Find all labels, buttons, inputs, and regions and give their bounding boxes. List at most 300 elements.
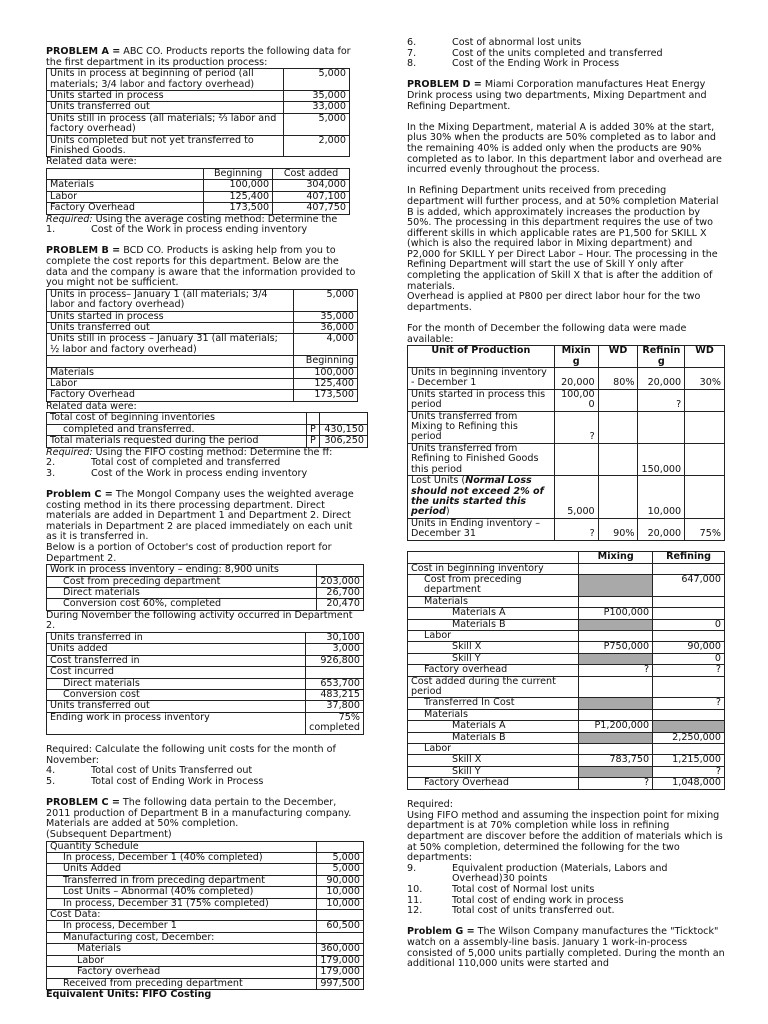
row-label: Materials bbox=[47, 944, 317, 955]
table-row bbox=[47, 853, 364, 864]
column-header: Unit of Production bbox=[408, 346, 555, 368]
row-value: 20,470 bbox=[317, 599, 364, 610]
row-label: Transferred In Cost bbox=[408, 698, 579, 709]
row-value bbox=[598, 443, 638, 475]
list-item bbox=[407, 864, 725, 885]
item-number: 12. bbox=[407, 905, 423, 917]
row-label: Units still in process (all materials; ⅔ labor and factory overhead) bbox=[47, 113, 284, 135]
row-value: 5,000 bbox=[317, 853, 364, 864]
problem-a-intro: PROBLEM A = ABC CO. Products reports the following data for the first department in its production process: bbox=[46, 46, 351, 68]
table-row bbox=[408, 476, 725, 519]
mixing-value bbox=[579, 732, 653, 743]
problem-b-items bbox=[46, 458, 358, 479]
row-currency bbox=[307, 413, 320, 424]
row-label: Labor bbox=[47, 379, 294, 390]
table-row bbox=[47, 334, 358, 356]
row-value: 90,000 bbox=[317, 875, 364, 886]
problem-c1-activity-table bbox=[46, 632, 364, 735]
column-header: Beginning bbox=[294, 356, 358, 367]
mixing-value: P100,000 bbox=[579, 608, 653, 619]
item-number: 1. bbox=[46, 224, 56, 236]
row-value: 100,000 bbox=[294, 367, 358, 378]
row-value: 20,000 bbox=[638, 518, 685, 540]
list-item bbox=[407, 38, 725, 49]
table-row bbox=[47, 898, 364, 909]
row-label: Factory Overhead bbox=[47, 203, 204, 214]
row-label: Labor bbox=[47, 955, 317, 966]
row-label: Materials B bbox=[408, 619, 579, 630]
row-label: Units transferred in bbox=[47, 633, 306, 644]
row-label: Materials A bbox=[408, 721, 579, 732]
mixing-value bbox=[579, 596, 653, 607]
table-row bbox=[47, 69, 350, 91]
problem-c1-required: Required: Calculate the following unit costs for the month of November: bbox=[46, 744, 336, 766]
row-value: 926,800 bbox=[306, 655, 364, 666]
row-value: 10,000 bbox=[638, 476, 685, 519]
left-column bbox=[46, 46, 364, 1001]
mixing-value bbox=[579, 630, 653, 641]
row-label: completed and transferred. bbox=[47, 424, 307, 435]
item-number: 3. bbox=[46, 467, 56, 479]
table-row bbox=[408, 411, 725, 443]
row-label: Lost Units – Abnormal (40% completed) bbox=[47, 887, 317, 898]
row-label bbox=[408, 476, 555, 519]
table-row bbox=[47, 356, 358, 367]
table-row bbox=[408, 698, 725, 709]
row-label: Work in process inventory – ending: 8,900 units bbox=[47, 565, 317, 576]
row-label: Skill Y bbox=[408, 766, 579, 777]
row-value bbox=[320, 413, 368, 424]
refining-value: 1,048,000 bbox=[653, 778, 725, 789]
row-label: Units Added bbox=[47, 864, 317, 875]
table-row bbox=[408, 721, 725, 732]
table-row bbox=[47, 921, 364, 932]
row-label: Materials bbox=[408, 709, 579, 720]
list-item bbox=[407, 906, 725, 917]
mixing-value bbox=[579, 563, 653, 574]
row-label: Materials bbox=[408, 596, 579, 607]
mixing-value: 783,750 bbox=[579, 755, 653, 766]
table-row bbox=[47, 113, 350, 135]
row-label: Units transferred out bbox=[47, 701, 306, 712]
table-row bbox=[408, 630, 725, 641]
table-row bbox=[47, 436, 368, 447]
problem-c1-text2: Below is a portion of October's cost of production report for Department 2. bbox=[46, 542, 332, 564]
column-header: Refinin g bbox=[638, 346, 685, 368]
row-label: Direct materials bbox=[47, 678, 306, 689]
table-row bbox=[47, 289, 358, 311]
row-value: 430,150 bbox=[320, 424, 368, 435]
list-item bbox=[407, 59, 725, 70]
item-text: Total cost of completed and transferred bbox=[91, 457, 281, 469]
item-number: 11. bbox=[407, 894, 423, 906]
column-header: Cost added bbox=[273, 169, 350, 180]
refining-value bbox=[653, 676, 725, 698]
row-value: 20,000 bbox=[554, 368, 598, 390]
table-row bbox=[47, 91, 350, 102]
row-label: Skill Y bbox=[408, 653, 579, 664]
table-row bbox=[47, 323, 358, 334]
row-value: 173,500 bbox=[294, 390, 358, 401]
column-header: Beginning bbox=[204, 169, 273, 180]
right-top-items bbox=[407, 38, 725, 70]
row-value: 35,000 bbox=[294, 311, 358, 322]
column-header bbox=[47, 169, 204, 180]
table-row bbox=[408, 619, 725, 630]
row-label: Cost Data: bbox=[47, 910, 317, 921]
mixing-value bbox=[579, 698, 653, 709]
table-row bbox=[47, 644, 364, 655]
table-row bbox=[408, 676, 725, 698]
table-row bbox=[47, 413, 368, 424]
row-value: 90% bbox=[598, 518, 638, 540]
problem-c1-nov: During November the following activity occurred in Department 2. bbox=[46, 609, 353, 632]
row-label: Transferred in from preceding department bbox=[47, 875, 317, 886]
problem-c1-items bbox=[46, 766, 358, 787]
row-label: Received from preceding department bbox=[47, 978, 317, 989]
problem-a-required: Required: Using the average costing method: Determine the bbox=[46, 213, 338, 225]
problem-a-items bbox=[46, 225, 358, 236]
row-value: 100,00 0 bbox=[554, 389, 598, 411]
item-text: Total cost of ending work in process bbox=[452, 894, 624, 906]
row-label: In process, December 1 (40% completed) bbox=[47, 853, 317, 864]
refining-value bbox=[653, 563, 725, 574]
column-header: Refining bbox=[653, 552, 725, 563]
row-value: 20,000 bbox=[638, 368, 685, 390]
refining-value: ? bbox=[653, 665, 725, 676]
column-header: WD bbox=[685, 346, 725, 368]
row-label: Units in beginning inventory - December 1 bbox=[408, 368, 555, 390]
table-row bbox=[47, 390, 358, 401]
row-value bbox=[685, 476, 725, 519]
row-label: Factory Overhead bbox=[408, 778, 579, 789]
row-label: Cost from preceding department bbox=[408, 574, 579, 596]
row-label: Cost incurred bbox=[47, 667, 306, 678]
refining-value: 2,250,000 bbox=[653, 732, 725, 743]
row-label: Cost in beginning inventory bbox=[408, 563, 579, 574]
row-value bbox=[685, 389, 725, 411]
lost-units-label: Lost Units ( bbox=[411, 475, 466, 487]
table-row bbox=[47, 932, 364, 943]
row-value: 360,000 bbox=[317, 944, 364, 955]
item-number: 2. bbox=[46, 457, 56, 469]
table-row bbox=[47, 102, 350, 113]
table-row bbox=[47, 633, 364, 644]
row-label: Factory Overhead bbox=[47, 390, 294, 401]
item-number: 10. bbox=[407, 884, 423, 895]
row-value bbox=[317, 932, 364, 943]
row-label: Units started in process this period bbox=[408, 389, 555, 411]
row-label: Manufacturing cost, December: bbox=[47, 932, 317, 943]
mixing-value bbox=[579, 766, 653, 777]
row-label: Factory overhead bbox=[408, 665, 579, 676]
table-row bbox=[47, 135, 350, 157]
row-label: Labor bbox=[47, 191, 204, 202]
mixing-value bbox=[579, 653, 653, 664]
row-value: 173,500 bbox=[204, 203, 273, 214]
problem-c1-intro: Problem C = The Mongol Company uses the weighted average costing method in its there processing department. Direct materials are added in Department 1 and Department 2. Direct materials in Department 2 are placed immediately on each unit as it is transferred in. bbox=[46, 489, 354, 543]
problem-d-p3: In Refining Department units received from preceding department will further process, and at 50% completion Material B is added, which approximately increases the production by 50%. The processing in this department requires the use of two different skills in which applicable rates are P1,500 for SKILL X (which is also the required labor in Mixing department) and P2,000 for SKILL Y per Direct Labor – Hour. The processing in the Refining Department will start the use of Skill Y only after completing the application of Skill X that is after the addition of materials. bbox=[407, 185, 719, 292]
problem-b-required: Required: Using the FIFO costing method: Determine the ff: bbox=[46, 446, 333, 458]
row-value bbox=[554, 443, 598, 475]
table-row bbox=[408, 642, 725, 653]
table-row bbox=[47, 424, 368, 435]
row-value: 5,000 bbox=[294, 289, 358, 311]
table-row bbox=[47, 576, 364, 587]
list-item bbox=[46, 777, 358, 788]
row-value bbox=[685, 443, 725, 475]
table-row bbox=[408, 596, 725, 607]
row-value: ? bbox=[554, 411, 598, 443]
row-label: Units started in process bbox=[47, 91, 284, 102]
item-text: Cost of abnormal lost units bbox=[452, 37, 582, 48]
normal-loss-note: Normal Loss should not exceed 2% of the units started this period bbox=[411, 475, 544, 518]
row-value: 26,700 bbox=[317, 588, 364, 599]
row-value: 483,215 bbox=[306, 690, 364, 701]
item-text: Cost of the Work in process ending inventory bbox=[91, 467, 308, 479]
row-label: Units transferred out bbox=[47, 102, 284, 113]
table-row bbox=[408, 368, 725, 390]
row-label: Ending work in process inventory bbox=[47, 712, 306, 734]
table-row bbox=[47, 875, 364, 886]
row-value: 37,800 bbox=[306, 701, 364, 712]
row-value: 75% completed bbox=[306, 712, 364, 734]
row-value: 3,000 bbox=[306, 644, 364, 655]
table-row bbox=[47, 967, 364, 978]
refining-value bbox=[653, 709, 725, 720]
problem-c2-intro: PROBLEM C = The following data pertain to the December, 2011 production of Department B in a manufacturing company. Materials are added at 50% completion. bbox=[46, 797, 352, 830]
table-row bbox=[47, 955, 364, 966]
row-value: 35,000 bbox=[284, 91, 350, 102]
mixing-value: P1,200,000 bbox=[579, 721, 653, 732]
row-value: 150,000 bbox=[638, 443, 685, 475]
row-value: 997,500 bbox=[317, 978, 364, 989]
row-value: 5,000 bbox=[554, 476, 598, 519]
problem-d-required: Required: bbox=[407, 799, 453, 811]
table-row bbox=[47, 678, 364, 689]
problem-d-p4: Overhead is applied at P800 per direct labor hour for the two departments. bbox=[407, 291, 701, 313]
problem-b-units-table bbox=[46, 289, 358, 402]
row-label: Units transferred out bbox=[47, 323, 294, 334]
item-text: Equivalent production (Materials, Labors and Overhead)30 points bbox=[452, 862, 668, 885]
row-label: Units transferred from Refining to Finished Goods this period bbox=[408, 443, 555, 475]
problem-a-cost-table bbox=[46, 168, 350, 215]
column-header: Mixing bbox=[579, 552, 653, 563]
table-row bbox=[47, 379, 358, 390]
table-row bbox=[408, 709, 725, 720]
row-value: 33,000 bbox=[284, 102, 350, 113]
row-value bbox=[598, 389, 638, 411]
row-label: Cost transferred in bbox=[47, 655, 306, 666]
list-item bbox=[407, 885, 725, 896]
item-text: Cost of the units completed and transferred bbox=[452, 47, 663, 59]
row-value: 203,000 bbox=[317, 576, 364, 587]
table-row bbox=[47, 203, 350, 214]
item-number: 5. bbox=[46, 776, 56, 788]
row-value bbox=[306, 667, 364, 678]
table-row bbox=[47, 655, 364, 666]
item-number: 7. bbox=[407, 47, 417, 59]
row-value: 75% bbox=[685, 518, 725, 540]
problem-d-cost-table bbox=[407, 551, 725, 790]
item-text: Cost of the Work in process ending inventory bbox=[91, 224, 308, 236]
row-label: Factory overhead bbox=[47, 967, 317, 978]
row-value: 10,000 bbox=[317, 887, 364, 898]
problem-b-related: Related data were: bbox=[46, 400, 137, 412]
table-row bbox=[47, 588, 364, 599]
table-row bbox=[47, 599, 364, 610]
problem-d-p5: For the month of December the following data were made available: bbox=[407, 323, 687, 345]
table-row bbox=[47, 701, 364, 712]
right-column bbox=[407, 38, 725, 970]
refining-value: 0 bbox=[653, 653, 725, 664]
item-text: Cost of the Ending Work in Process bbox=[452, 58, 620, 70]
refining-value bbox=[653, 630, 725, 641]
row-label: Units transferred from Mixing to Refining this period bbox=[408, 411, 555, 443]
problem-a-units-table bbox=[46, 68, 350, 157]
problem-b-rel-table bbox=[46, 412, 368, 447]
row-label: Cost added during the current period bbox=[408, 676, 579, 698]
row-value bbox=[317, 841, 364, 852]
row-currency: P bbox=[307, 424, 320, 435]
row-value: 304,000 bbox=[273, 180, 350, 191]
problem-d-req2: Using FIFO method and assuming the inspection point for mixing department is at 70% completion while loss in refining department are discover before the addition of materials which is at 50% completion, determined the following for the two departments: bbox=[407, 809, 723, 864]
refining-value: 647,000 bbox=[653, 574, 725, 596]
item-text: Total cost of Ending Work in Process bbox=[91, 776, 264, 788]
refining-value bbox=[653, 596, 725, 607]
table-row bbox=[47, 565, 364, 576]
mixing-value bbox=[579, 619, 653, 630]
row-label: Skill X bbox=[408, 755, 579, 766]
list-item bbox=[46, 469, 358, 480]
refining-value: ? bbox=[653, 766, 725, 777]
row-value: 100,000 bbox=[204, 180, 273, 191]
table-row bbox=[47, 191, 350, 202]
refining-value bbox=[653, 744, 725, 755]
row-value: 60,500 bbox=[317, 921, 364, 932]
refining-value: 0 bbox=[653, 619, 725, 630]
row-label: Units completed but not yet transferred to Finished Goods. bbox=[47, 135, 284, 157]
row-value: 179,000 bbox=[317, 955, 364, 966]
problem-g-intro: Problem G = The Wilson Company manufactures the "Ticktock" watch on a assembly-line basis. January 1 work-in-process consisted of 5,000 units partially completed. During the month an additional 110,000 units were started and bbox=[407, 926, 725, 970]
row-value bbox=[598, 411, 638, 443]
table-row bbox=[408, 766, 725, 777]
row-label: Quantity Schedule bbox=[47, 841, 317, 852]
table-row bbox=[408, 608, 725, 619]
row-value: 5,000 bbox=[284, 69, 350, 91]
row-value bbox=[317, 565, 364, 576]
table-row bbox=[408, 744, 725, 755]
item-text: Total cost of Units Transferred out bbox=[91, 765, 253, 777]
row-value: 2,000 bbox=[284, 135, 350, 157]
row-value bbox=[638, 411, 685, 443]
row-currency: P bbox=[307, 436, 320, 447]
table-row bbox=[47, 712, 364, 734]
row-value: 179,000 bbox=[317, 967, 364, 978]
row-value bbox=[598, 476, 638, 519]
row-label: Conversion cost 60%, completed bbox=[47, 599, 317, 610]
mixing-value: P750,000 bbox=[579, 642, 653, 653]
row-label: Units in Ending inventory – December 31 bbox=[408, 518, 555, 540]
table-row bbox=[47, 910, 364, 921]
item-number: 9. bbox=[407, 862, 417, 874]
row-label: Conversion cost bbox=[47, 690, 306, 701]
refining-value bbox=[653, 721, 725, 732]
row-value: 30,100 bbox=[306, 633, 364, 644]
table-row bbox=[408, 389, 725, 411]
row-value: 5,000 bbox=[284, 113, 350, 135]
row-value: 407,100 bbox=[273, 191, 350, 202]
problem-c1-wip-table bbox=[46, 564, 364, 611]
row-value bbox=[685, 411, 725, 443]
item-number: 4. bbox=[46, 765, 56, 777]
column-header: Mixin g bbox=[554, 346, 598, 368]
row-value: 30% bbox=[685, 368, 725, 390]
mixing-value bbox=[579, 574, 653, 596]
row-label bbox=[47, 356, 294, 367]
row-label: Materials A bbox=[408, 608, 579, 619]
row-label: Materials bbox=[47, 367, 294, 378]
row-value: ? bbox=[554, 518, 598, 540]
row-label: Total cost of beginning inventories bbox=[47, 413, 307, 424]
mixing-value bbox=[579, 709, 653, 720]
row-label: Materials bbox=[47, 180, 204, 191]
refining-value: 90,000 bbox=[653, 642, 725, 653]
row-label: Direct materials bbox=[47, 588, 317, 599]
row-value: 306,250 bbox=[320, 436, 368, 447]
row-label: Total materials requested during the period bbox=[47, 436, 307, 447]
paren: ) bbox=[445, 506, 450, 518]
table-row bbox=[408, 755, 725, 766]
row-label: In process, December 31 (75% completed) bbox=[47, 898, 317, 909]
row-value: 407,750 bbox=[273, 203, 350, 214]
row-label: Skill X bbox=[408, 642, 579, 653]
item-text: Total cost of Normal lost units bbox=[452, 884, 595, 895]
problem-b-intro: PROBLEM B = BCD CO. Products is asking help from you to complete the cost reports for this department. Below are the data and the company is aware that the information provided to you might not be sufficient. bbox=[46, 245, 356, 289]
row-value: 653,700 bbox=[306, 678, 364, 689]
table-row bbox=[47, 311, 358, 322]
row-value: 125,400 bbox=[294, 379, 358, 390]
list-item bbox=[46, 225, 358, 236]
table-row bbox=[408, 563, 725, 574]
table-row bbox=[408, 778, 725, 789]
problem-c2-sub: (Subsequent Department) bbox=[46, 829, 172, 841]
row-value: 36,000 bbox=[294, 323, 358, 334]
row-value: 80% bbox=[598, 368, 638, 390]
row-label: Units added bbox=[47, 644, 306, 655]
table-row bbox=[47, 667, 364, 678]
row-label: Units in process at beginning of period (all materials; 3/4 labor and factory overhead) bbox=[47, 69, 284, 91]
table-row bbox=[47, 367, 358, 378]
item-number: 6. bbox=[407, 37, 417, 48]
row-label: Labor bbox=[408, 744, 579, 755]
column-header bbox=[408, 552, 579, 563]
column-header: WD bbox=[598, 346, 638, 368]
table-row bbox=[47, 864, 364, 875]
row-label: Units still in process – January 31 (all materials; ½ labor and factory overhead) bbox=[47, 334, 294, 356]
row-value: ? bbox=[638, 389, 685, 411]
row-label: Units in process– January 1 (all materials; 3/4 labor and factory overhead) bbox=[47, 289, 294, 311]
row-value: 5,000 bbox=[317, 864, 364, 875]
item-text: Total cost of units transferred out. bbox=[452, 905, 615, 917]
row-value: 125,400 bbox=[204, 191, 273, 202]
table-row bbox=[408, 574, 725, 596]
table-row bbox=[408, 518, 725, 540]
table-row bbox=[47, 841, 364, 852]
row-label: Labor bbox=[408, 630, 579, 641]
mixing-value: ? bbox=[579, 778, 653, 789]
mixing-value bbox=[579, 676, 653, 698]
